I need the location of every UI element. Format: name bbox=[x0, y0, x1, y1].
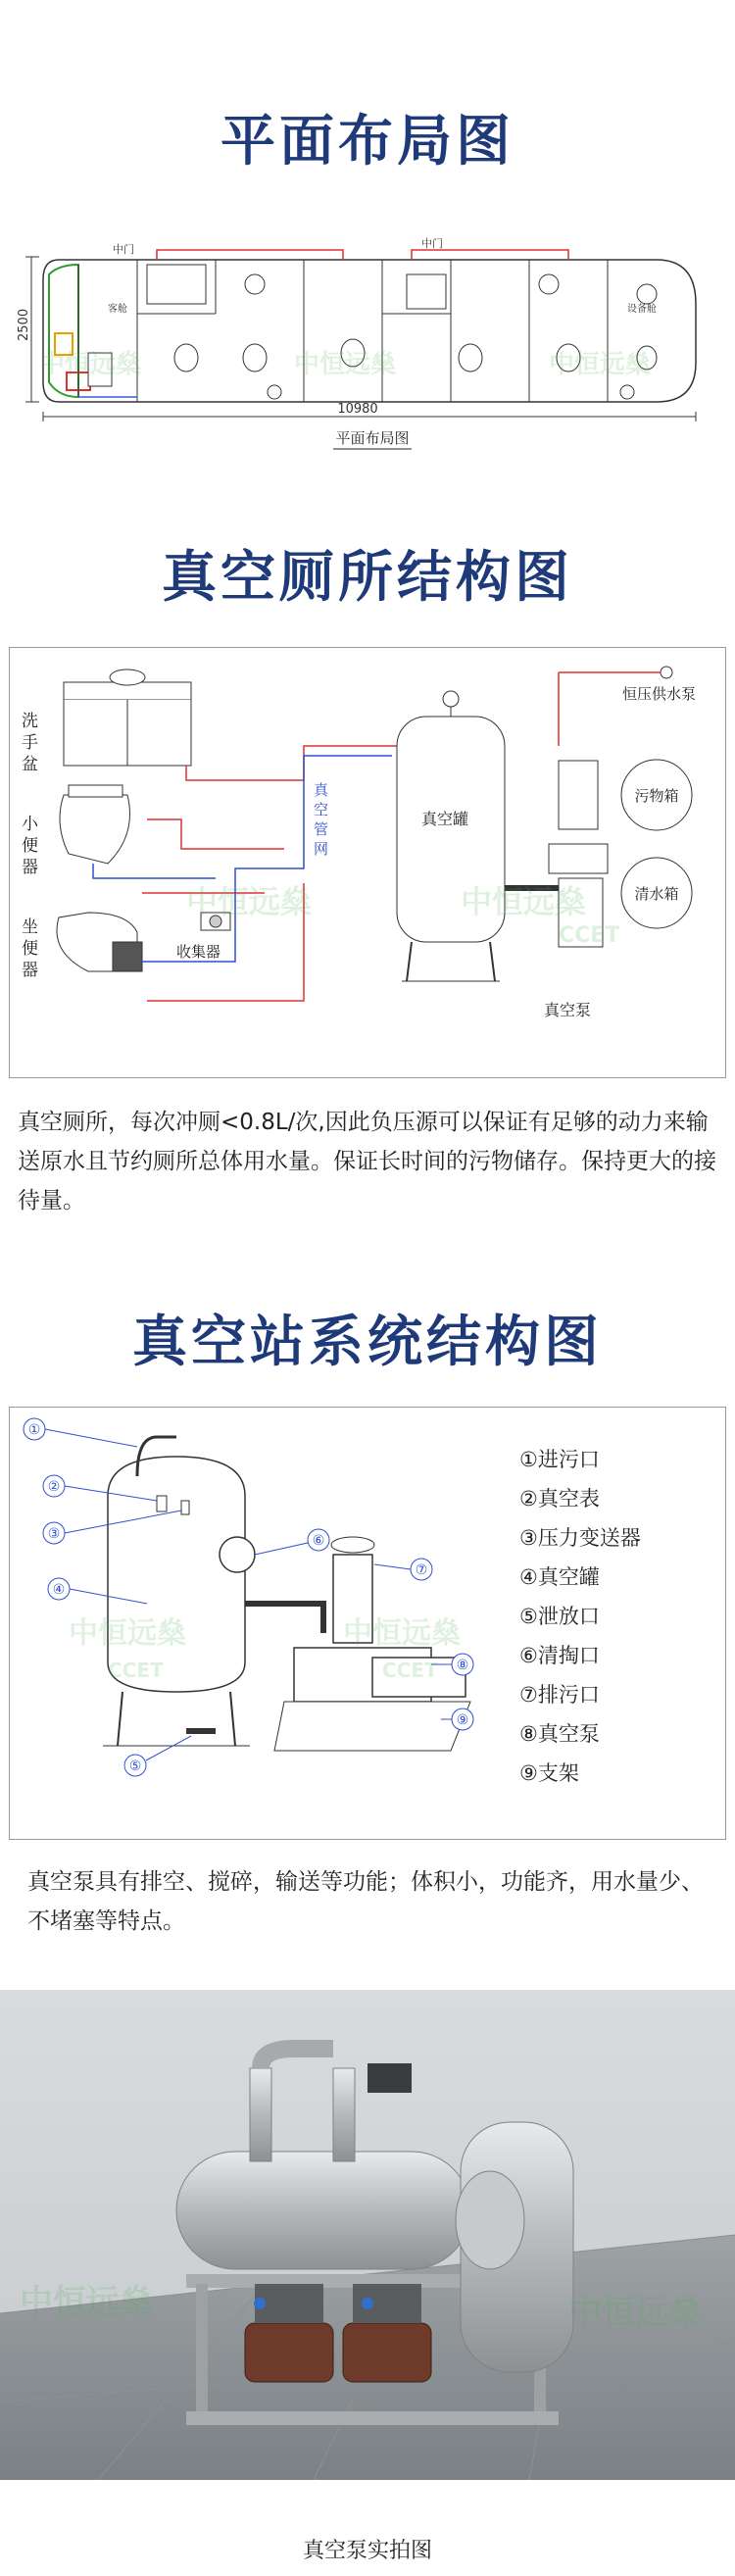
watermark: CCET bbox=[559, 923, 620, 948]
station-title: 真空站系统结构图 bbox=[132, 1311, 603, 1374]
pressure-pump-label: 恒压供水泵 bbox=[622, 685, 697, 703]
length-dimension: 10980 bbox=[337, 402, 378, 417]
layout-title: 平面布局图 bbox=[220, 110, 514, 173]
toilet-label: 坐便器 bbox=[22, 917, 38, 980]
station-diagram bbox=[9, 1407, 726, 1840]
legend-item: ⑥清掏口 bbox=[519, 1644, 600, 1667]
clean-tank-label: 清水箱 bbox=[634, 885, 679, 903]
width-dimension: 2500 bbox=[17, 308, 31, 341]
svg-text:⑧: ⑧ bbox=[456, 1658, 469, 1673]
photo-caption: 真空泵实拍图 bbox=[302, 2539, 432, 2563]
watermark: 中恒远燊 bbox=[39, 350, 142, 379]
layout-diagram bbox=[17, 235, 715, 461]
vacuum-pipe-label: 真空管网 bbox=[314, 781, 329, 858]
legend-item: ④真空罐 bbox=[519, 1565, 600, 1589]
station-description: 真空泵具有排空、搅碎，输送等功能；体积小，功能齐，用水量少、不堵塞等特点。 bbox=[27, 1869, 704, 1934]
watermark: CCET bbox=[108, 1659, 164, 1682]
svg-text:④: ④ bbox=[52, 1582, 66, 1598]
svg-text:①: ① bbox=[27, 1422, 41, 1438]
watermark: 中恒远燊 bbox=[568, 2293, 702, 2332]
watermark: 中恒远燊 bbox=[549, 350, 652, 379]
structure-description: 真空厕所，每次冲厕<0.8L/次,因此负压源可以保证有足够的动力来输送原水且节约厕所总体用水量。保证长时间的污物储存。保持更大的接待量。 bbox=[18, 1110, 716, 1214]
pump-photo bbox=[0, 1990, 735, 2480]
collector-label: 收集器 bbox=[176, 943, 221, 961]
legend-item: ②真空表 bbox=[519, 1487, 600, 1511]
layout-caption: 平面布局图 bbox=[335, 429, 410, 447]
svg-text:③: ③ bbox=[47, 1526, 61, 1542]
structure-title: 真空厕所结构图 bbox=[162, 546, 573, 610]
watermark: 中恒远燊 bbox=[20, 2283, 153, 2322]
svg-text:⑨: ⑨ bbox=[456, 1712, 469, 1728]
door-label-left: 中门 bbox=[113, 243, 134, 256]
svg-text:⑤: ⑤ bbox=[128, 1759, 142, 1774]
left-room-label: 客舱 bbox=[108, 304, 127, 315]
svg-text:②: ② bbox=[47, 1479, 61, 1495]
right-room-label: 设备舱 bbox=[627, 304, 657, 315]
svg-text:⑥: ⑥ bbox=[312, 1533, 325, 1549]
watermark: 中恒远燊 bbox=[186, 883, 313, 920]
station-legend bbox=[519, 1448, 641, 1785]
watermark: 中恒远燊 bbox=[461, 883, 587, 920]
vacuum-tank-label: 真空罐 bbox=[421, 810, 469, 828]
watermark: 中恒远燊 bbox=[294, 350, 397, 379]
door-label-mid: 中门 bbox=[421, 237, 443, 250]
legend-item: ⑦排污口 bbox=[519, 1683, 600, 1707]
watermark: 中恒远燊 bbox=[69, 1616, 186, 1651]
callout-6 bbox=[255, 1529, 329, 1555]
structure-diagram bbox=[9, 647, 726, 1078]
sewage-tank-label: 污物箱 bbox=[634, 787, 679, 805]
callout-7 bbox=[374, 1559, 432, 1580]
legend-item: ①进污口 bbox=[519, 1448, 600, 1471]
urinal-label: 小便器 bbox=[22, 815, 38, 877]
vacuum-pump-label: 真空泵 bbox=[544, 1001, 592, 1019]
svg-text:⑦: ⑦ bbox=[415, 1562, 428, 1578]
legend-item: ③压力变送器 bbox=[519, 1526, 641, 1550]
legend-item: ⑤泄放口 bbox=[519, 1605, 600, 1628]
watermark: CCET bbox=[382, 1659, 438, 1682]
wash-basin-label: 洗手盆 bbox=[22, 712, 38, 774]
legend-item: ⑧真空泵 bbox=[519, 1722, 600, 1746]
watermark: 中恒远燊 bbox=[343, 1616, 461, 1651]
legend-item: ⑨支架 bbox=[519, 1761, 579, 1785]
callout-1 bbox=[24, 1418, 137, 1447]
callout-5 bbox=[124, 1736, 191, 1776]
